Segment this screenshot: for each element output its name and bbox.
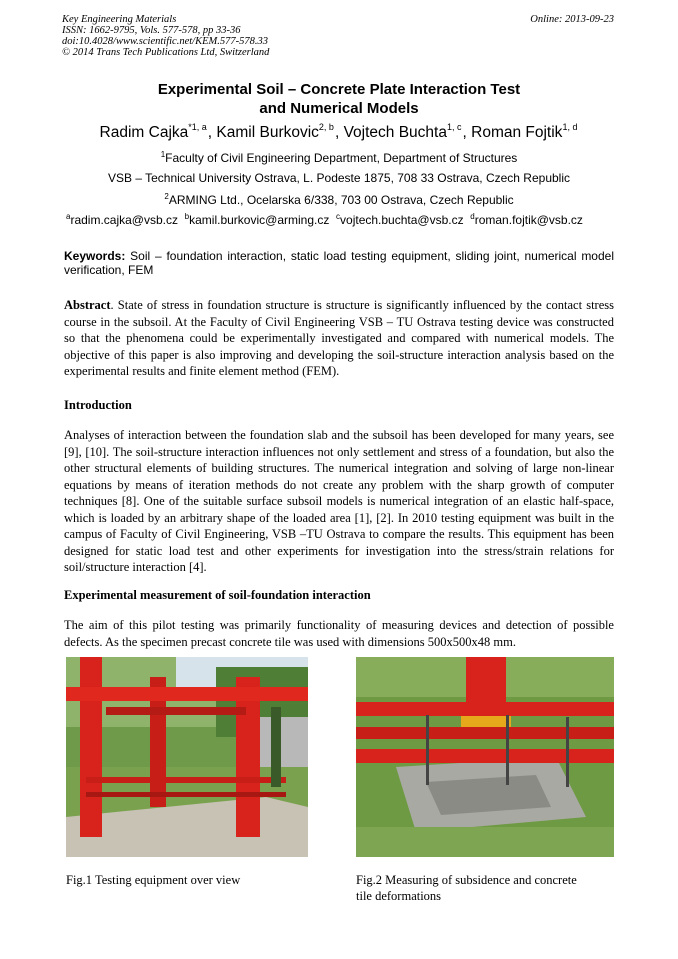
affiliation-text: ARMING Ltd., Ocelarska 6/338, 703 00 Ostrava, Czech Republic [168, 193, 514, 207]
doi-line: doi:10.4028/www.scientific.net/KEM.577-578.33 [62, 36, 268, 47]
experimental-heading: Experimental measurement of soil-foundation interaction [64, 588, 371, 602]
affiliation-1 [0, 150, 678, 165]
figure-2-photo [356, 657, 614, 857]
paper-title [0, 80, 678, 118]
author-list: Radim Cajka$^{*1, a}$, Kamil Burkovic$^{2, b}$, Vojtech Buchta$^{1, c}$, Roman Fojtik$^{1, d}$ [99, 122, 578, 141]
issn-line: ISSN: 1662-9795, Vols. 577-578, pp 33-36 [62, 25, 241, 36]
figure-1-photo [66, 657, 308, 857]
email-sup: d [470, 212, 475, 221]
affiliation-text: Faculty of Civil Engineering Department, Department of Structures [165, 151, 518, 165]
figure-2-caption-line-2: tile deformations [356, 889, 442, 903]
email-link[interactable]: vojtech.buchta@vsb.cz [340, 213, 464, 227]
affiliation-sup: 2 [164, 192, 169, 201]
author-name: Kamil Burkovic [216, 124, 319, 141]
introduction-heading: Introduction [64, 398, 132, 412]
affiliation-1-address: VSB – Technical University Ostrava, L. Podeste 1875, 708 33 Ostrava, Czech Republic [107, 171, 571, 185]
email-sup: c [336, 212, 341, 221]
figure-1-caption: Fig.1 Testing equipment over view [66, 873, 241, 887]
email-sup: b [184, 212, 190, 221]
figure-2-caption [356, 872, 577, 904]
email-sup: a [66, 212, 71, 221]
title-line-1: Experimental Soil – Concrete Plate Interaction Test [157, 81, 521, 98]
online-date: Online: 2013-09-23 [530, 14, 614, 25]
author-sup: 2, b [318, 122, 334, 132]
abstract-label: Abstract [64, 298, 111, 312]
author-sup: 1, c [446, 122, 462, 132]
author-name: Roman Fojtik [471, 124, 563, 141]
abstract [64, 297, 614, 380]
author-sup: 1, d [562, 122, 578, 132]
keywords-text: Soil – foundation interaction, static load testing equipment, sliding joint, numerical model verification, FEM [64, 249, 614, 277]
email-link[interactable]: radim.cajka@vsb.cz [70, 213, 178, 227]
affiliation-2 [0, 192, 678, 207]
introduction-text: Analyses of interaction between the foundation slab and the subsoil has been developed for many years, see [9], [10]. The soil-structure interaction influences not only settlement and stress of a foundation, but also the other structural elements of building structures. The numerical integration and solving of large non-linear equations by means of iteration methods do not create any problem with the sharp growth of computer techniques [8]. One of the suitable surface subsoil models is numerical integration of an elastic half-space, which is loaded by an arbitrary shape of the loaded area [1], [2]. In 2010 testing equipment was built in the campus of Faculty of Civil Engineering, VSB –TU Ostrava to compare the results. This equipment has been designed for static load test and other experiments for investigation into the stress/strain relations for soil/structure interaction [4]. [64, 428, 614, 574]
affiliation-sup: 1 [160, 150, 166, 159]
experimental-text: The aim of this pilot testing was primarily functionality of measuring devices and detection of possible defects. As the specimen precast concrete tile was used with dimensions 500x500x48 mm. [64, 618, 614, 649]
figure-2-caption-line-1: Fig.2 Measuring of subsidence and concrete [356, 873, 577, 887]
journal-name: Key Engineering Materials [62, 14, 177, 25]
email-list [66, 212, 583, 227]
author-name: Radim Cajka [99, 124, 189, 141]
abstract-text: . State of stress in foundation structure is structure is significantly influenced by the contact stress course in the subsoil. At the Faculty of Civil Engineering VSB – TU Ostrava testing device was constructed so that the phenomena could be experimentally investigated and compared with numerical models. The objective of this paper is also improving and developing the soil-structure interaction analysis based on the experimental results and finite element method (FEM). [64, 298, 614, 378]
author-sup: *1, a [188, 122, 207, 132]
email-link[interactable]: roman.fojtik@vsb.cz [474, 213, 583, 227]
copyright-line: © 2014 Trans Tech Publications Ltd, Switzerland [62, 47, 270, 58]
keywords [64, 249, 614, 277]
keywords-label: Keywords: [64, 249, 126, 263]
email-link[interactable]: kamil.burkovic@arming.cz [189, 213, 330, 227]
title-line-2: and Numerical Models [259, 100, 419, 117]
journal-header [62, 14, 269, 58]
author-name: Vojtech Buchta [343, 124, 447, 141]
